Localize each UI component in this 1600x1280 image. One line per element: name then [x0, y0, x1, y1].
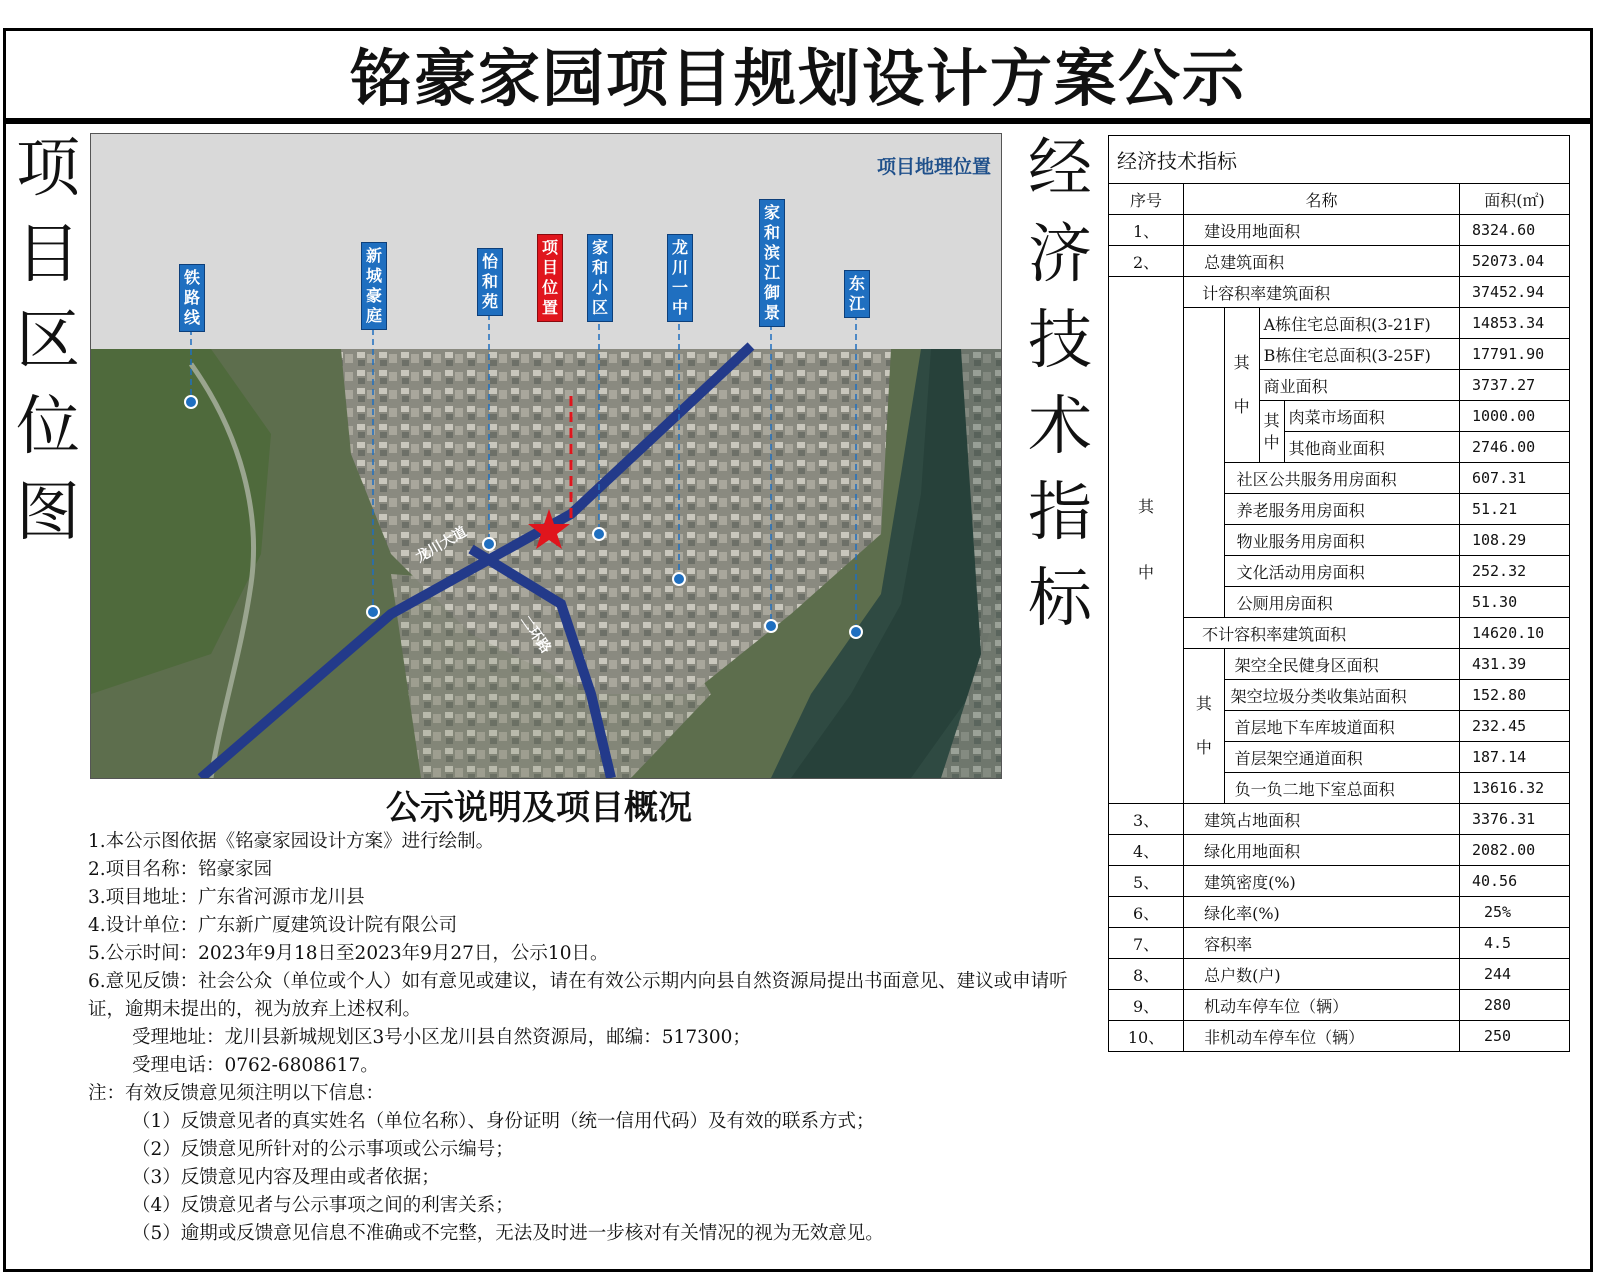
- row-name: A栋住宅总面积(3-21F): [1259, 308, 1459, 339]
- row-value: 187.14: [1459, 742, 1569, 773]
- vert-char: 中: [1138, 563, 1155, 582]
- vtitle-char: 项: [16, 132, 80, 206]
- row-value: 244: [1459, 959, 1569, 990]
- road-label-second-ring: 二环路: [516, 612, 554, 657]
- row-value: 52073.04: [1459, 246, 1569, 277]
- note-line: 3.项目地址：广东省河源市龙川县: [88, 887, 365, 908]
- label-char: 龙: [671, 238, 688, 257]
- note-line: 1.本公示图依据《铭豪家园设计方案》进行绘制。: [88, 831, 495, 852]
- row-no: 8、: [1109, 959, 1184, 990]
- indicators-vertical-title: [1020, 126, 1100, 642]
- row-value: 51.30: [1459, 587, 1569, 618]
- label-char: 苑: [481, 292, 498, 311]
- row-name: 社区公共服务用房面积: [1224, 463, 1459, 494]
- group-qizhong-far: [1224, 308, 1259, 463]
- label-jiahe-xiaoqu: [587, 234, 613, 322]
- row-no: 4、: [1109, 835, 1184, 866]
- label-char: 和: [591, 258, 608, 277]
- label-char: 项: [541, 238, 558, 257]
- notes-title: 公示说明及项目概况: [386, 788, 692, 828]
- row-value: 51.21: [1459, 494, 1569, 525]
- indicators-table: [1108, 135, 1570, 1052]
- row-name: B栋住宅总面积(3-25F): [1259, 339, 1459, 370]
- label-char: 新: [365, 246, 382, 265]
- row-value: 152.80: [1459, 680, 1569, 711]
- row-name: 绿化用地面积: [1184, 835, 1460, 866]
- vert-char: 其: [1233, 353, 1250, 372]
- label-char: 路: [183, 288, 200, 307]
- label-char: 置: [541, 298, 558, 317]
- row-no: 10、: [1109, 1021, 1184, 1052]
- row-name: 文化活动用房面积: [1224, 556, 1459, 587]
- label-char: 豪: [365, 286, 382, 305]
- vtitle-char: 指: [1028, 476, 1092, 550]
- row-no: 5、: [1109, 866, 1184, 897]
- label-char: 和: [763, 223, 780, 242]
- row-value: 14620.10: [1459, 618, 1569, 649]
- row-no: 7、: [1109, 928, 1184, 959]
- label-railway: [179, 264, 205, 332]
- vert-char: 中: [1195, 738, 1212, 757]
- row-no: 1、: [1109, 215, 1184, 246]
- note-line: 5.公示时间：2023年9月18日至2023年9月27日，公示10日。: [88, 943, 609, 964]
- row-name: 建设用地面积: [1184, 215, 1460, 246]
- row-value: 37452.94: [1459, 277, 1569, 308]
- label-char: 江: [848, 294, 865, 313]
- table-caption: 经济技术指标: [1109, 136, 1570, 184]
- row-name: 商业面积: [1259, 370, 1459, 401]
- notes-body: [88, 828, 1078, 1248]
- vtitle-char: 目: [16, 218, 80, 292]
- row-no: 3、: [1109, 804, 1184, 835]
- row-value: 232.45: [1459, 711, 1569, 742]
- row-value: 3737.27: [1459, 370, 1569, 401]
- row-name: 建筑密度(%): [1184, 866, 1460, 897]
- row-value: 40.56: [1459, 866, 1569, 897]
- note-phone: 受理电话：0762-6808617。: [132, 1055, 379, 1076]
- vert-char: 其: [1138, 497, 1155, 516]
- label-char: 东: [848, 274, 865, 293]
- label-char: 铁: [183, 268, 200, 287]
- satellite-image: [91, 134, 1001, 778]
- label-char: 线: [183, 308, 200, 327]
- row-name: 非机动车停车位（辆）: [1184, 1021, 1460, 1052]
- row-name: 架空全民健身区面积: [1224, 649, 1459, 680]
- group-qizhong-commercial: [1259, 401, 1284, 463]
- note-line: 4.设计单位：广东新广厦建筑设计院有限公司: [88, 915, 458, 936]
- row-value: 13616.32: [1459, 773, 1569, 804]
- row-name: 首层地下车库坡道面积: [1224, 711, 1459, 742]
- vtitle-char: 图: [16, 476, 80, 550]
- vtitle-char: 技: [1028, 304, 1092, 378]
- label-char: 中: [671, 298, 688, 317]
- vtitle-char: 位: [16, 390, 80, 464]
- label-char: 怡: [481, 252, 498, 271]
- label-char: 一: [671, 278, 688, 297]
- label-jiahe-binjiang-yujing: [759, 199, 785, 327]
- row-name: 其他商业面积: [1284, 432, 1459, 463]
- group-qizhong-outer: [1109, 277, 1184, 804]
- page-title: 铭豪家园项目规划设计方案公示: [3, 28, 1593, 124]
- note-item: （2）反馈意见所针对的公示事项或公示编号；: [132, 1139, 514, 1160]
- row-name: 首层架空通道面积: [1224, 742, 1459, 773]
- row-value: 252.32: [1459, 556, 1569, 587]
- group-qizhong-nfar: [1184, 649, 1224, 804]
- note-line: 6.意见反馈：社会公众（单位或个人）如有意见或建议，请在有效公示期内向县自然资源局提出书面意见、建议或申请听证，逾期未提出的，视为放弃上述权利。: [88, 971, 1068, 1020]
- location-map-vertical-title: [8, 126, 88, 556]
- row-no: 2、: [1109, 246, 1184, 277]
- row-value: 14853.34: [1459, 308, 1569, 339]
- label-char: 和: [481, 272, 498, 291]
- vtitle-char: 术: [1028, 390, 1092, 464]
- label-char: 川: [671, 258, 688, 277]
- row-name: 容积率: [1184, 928, 1460, 959]
- row-name: 绿化率(%): [1184, 897, 1460, 928]
- label-char: 小: [591, 278, 608, 297]
- label-char: 位: [541, 278, 558, 297]
- row-name: 肉菜市场面积: [1284, 401, 1459, 432]
- header-no: 序号: [1109, 184, 1184, 215]
- label-char: 滨: [763, 243, 780, 262]
- row-name: 负一负二地下室总面积: [1224, 773, 1459, 804]
- row-name: 不计容积率建筑面积: [1184, 618, 1460, 649]
- vtitle-char: 济: [1028, 218, 1092, 292]
- label-yiheyuan: [477, 248, 503, 316]
- note-address: 受理地址：龙川县新城规划区3号小区龙川县自然资源局，邮编：517300；: [132, 1027, 751, 1048]
- row-value: 8324.60: [1459, 215, 1569, 246]
- note-line: 2.项目名称：铭豪家园: [88, 859, 273, 880]
- row-value: 280: [1459, 990, 1569, 1021]
- label-dongjiang: [844, 270, 870, 318]
- note-item: （3）反馈意见内容及理由或者依据；: [132, 1167, 440, 1188]
- row-no: 6、: [1109, 897, 1184, 928]
- row-name: 物业服务用房面积: [1224, 525, 1459, 556]
- row-value: 25%: [1459, 897, 1569, 928]
- vert-char: 其: [1263, 410, 1280, 430]
- label-project-location: [537, 234, 563, 322]
- label-char: 家: [591, 238, 608, 257]
- row-value: 4.5: [1459, 928, 1569, 959]
- note-item: （1）反馈意见者的真实姓名（单位名称）、身份证明（统一信用代码）及有效的联系方式；: [132, 1111, 875, 1132]
- note-head: 注：有效反馈意见须注明以下信息：: [88, 1083, 385, 1104]
- row-name: 架空垃圾分类收集站面积: [1224, 680, 1459, 711]
- label-xincheng-haoting: [361, 242, 387, 330]
- vtitle-char: 经: [1028, 132, 1092, 206]
- note-item: （5）逾期或反馈意见信息不准确或不完整，无法及时进一步核对有关情况的视为无效意见。: [132, 1223, 884, 1244]
- row-name: 机动车停车位（辆）: [1184, 990, 1460, 1021]
- row-value: 431.39: [1459, 649, 1569, 680]
- label-char: 庭: [365, 306, 382, 325]
- label-char: 目: [541, 258, 558, 277]
- row-name: 总建筑面积: [1184, 246, 1460, 277]
- label-char: 区: [591, 298, 608, 317]
- row-no: 9、: [1109, 990, 1184, 1021]
- row-value: 607.31: [1459, 463, 1569, 494]
- road-label-longchuan-dadao: 龙川大道: [413, 523, 470, 566]
- row-value: 1000.00: [1459, 401, 1569, 432]
- label-char: 景: [763, 303, 780, 322]
- row-value: 3376.31: [1459, 804, 1569, 835]
- vert-char: 中: [1263, 432, 1280, 452]
- location-map: [90, 133, 1002, 779]
- label-char: 家: [763, 203, 780, 222]
- row-value: 2746.00: [1459, 432, 1569, 463]
- row-value: 2082.00: [1459, 835, 1569, 866]
- label-char: 江: [763, 263, 780, 282]
- note-item: （4）反馈意见者与公示事项之间的利害关系；: [132, 1195, 514, 1216]
- row-value: 17791.90: [1459, 339, 1569, 370]
- label-longchuan-yizhong: [667, 234, 693, 322]
- header-name: 名称: [1184, 184, 1460, 215]
- vtitle-char: 区: [16, 304, 80, 378]
- row-name: 计容积率建筑面积: [1184, 277, 1460, 308]
- vert-char: 其: [1195, 694, 1212, 713]
- row-name: 养老服务用房面积: [1224, 494, 1459, 525]
- map-title: 项目地理位置: [876, 156, 991, 178]
- row-name: 公厕用房面积: [1224, 587, 1459, 618]
- spacer-cell: [1184, 308, 1224, 618]
- row-value: 250: [1459, 1021, 1569, 1052]
- row-name: 建筑占地面积: [1184, 804, 1460, 835]
- vert-char: 中: [1233, 397, 1250, 416]
- label-char: 城: [365, 266, 382, 285]
- row-value: 108.29: [1459, 525, 1569, 556]
- header-area: 面积(㎡): [1459, 184, 1569, 215]
- vtitle-char: 标: [1028, 562, 1092, 636]
- row-name: 总户数(户): [1184, 959, 1460, 990]
- label-char: 御: [763, 283, 780, 302]
